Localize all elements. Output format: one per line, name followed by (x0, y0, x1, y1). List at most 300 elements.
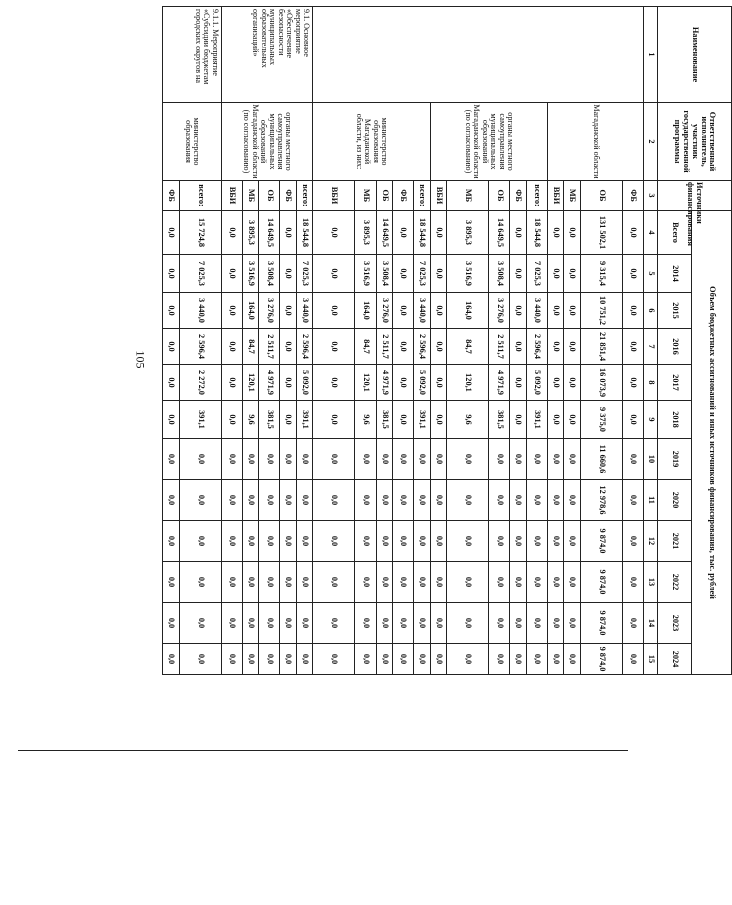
cell-value: 0,0 (414, 439, 430, 480)
cell-value: 0,0 (242, 480, 258, 521)
cell-value: 0,0 (393, 255, 414, 293)
cell-value: 0,0 (163, 603, 180, 644)
cell-value: 0,0 (280, 401, 296, 439)
cell-value: 0,0 (430, 521, 446, 562)
cell-value: 0,0 (414, 603, 430, 644)
cell-value: 0,0 (221, 255, 242, 293)
cell-executor: органы местного самоуправления муниципальных образований Магаданской области (по согласованию) (221, 103, 312, 181)
cell-value: 0,0 (622, 521, 643, 562)
cell-value: 0,0 (221, 480, 242, 521)
cell-value: 9,6 (446, 401, 488, 439)
cell-value: 0,0 (242, 562, 258, 603)
cell-value: 9 874,0 (580, 603, 622, 644)
cell-value: 0,0 (430, 562, 446, 603)
header-volume: Объем бюджетных ассигнований и иных источников финансирования, тыс. рублей (692, 211, 732, 675)
cell-value: 0,0 (489, 480, 510, 521)
cell-value: 0,0 (547, 439, 563, 480)
cell-source: всего: (526, 181, 547, 211)
page-number: 105 (133, 350, 148, 369)
cell-value: 0,0 (313, 480, 355, 521)
cell-value: 0,0 (489, 439, 510, 480)
cell-value: 0,0 (510, 211, 526, 255)
cell-value: 0,0 (547, 603, 563, 644)
cell-executor: министерство образования (163, 103, 222, 181)
cell-value: 0,0 (564, 603, 580, 644)
cell-value: 3 895,3 (446, 211, 488, 255)
cell-value: 9 315,4 (580, 255, 622, 293)
cell-value: 0,0 (446, 521, 488, 562)
cell-value: 0,0 (280, 365, 296, 401)
header-total: Всего (658, 211, 692, 255)
cell-value: 0,0 (280, 255, 296, 293)
cell-value: 0,0 (296, 562, 312, 603)
header-name: Наименование (658, 7, 732, 103)
cell-value: 0,0 (376, 644, 392, 675)
cell-source: ВБИ (221, 181, 242, 211)
cell-value: 0,0 (280, 603, 296, 644)
cell-value: 0,0 (393, 439, 414, 480)
cell-value: 3 895,3 (242, 211, 258, 255)
cell-value: 120,1 (446, 365, 488, 401)
cell-value: 0,0 (313, 439, 355, 480)
cell-source: всего: (296, 181, 312, 211)
cell-value: 0,0 (510, 562, 526, 603)
cell-source: ФБ (622, 181, 643, 211)
cell-value: 0,0 (313, 562, 355, 603)
cell-value: 84,7 (355, 329, 376, 365)
cell-value: 0,0 (376, 562, 392, 603)
cell-value: 164,0 (242, 293, 258, 329)
cell-value: 0,0 (622, 480, 643, 521)
cell-value: 0,0 (313, 644, 355, 675)
cell-value: 0,0 (510, 401, 526, 439)
cell-value: 7 025,3 (179, 255, 221, 293)
cell-value: 0,0 (564, 644, 580, 675)
cell-value: 0,0 (163, 562, 180, 603)
cell-value: 0,0 (355, 480, 376, 521)
cell-name: 9.1. Основное мероприятие «Обеспечение безопасности муниципальных образовательных организаций» (221, 7, 312, 103)
cell-source: ВБИ (547, 181, 563, 211)
cell-value: 0,0 (510, 365, 526, 401)
cell-value: 0,0 (221, 401, 242, 439)
cell-value: 0,0 (430, 365, 446, 401)
cell-value: 3 516,9 (242, 255, 258, 293)
cell-value: 0,0 (163, 644, 180, 675)
col-number: 10 (644, 439, 658, 480)
cell-value: 0,0 (376, 480, 392, 521)
cell-value: 0,0 (393, 329, 414, 365)
cell-source: МБ (355, 181, 376, 211)
cell-value: 0,0 (430, 603, 446, 644)
cell-value: 0,0 (280, 211, 296, 255)
cell-value: 0,0 (564, 365, 580, 401)
cell-value: 14 649,5 (489, 211, 510, 255)
col-number: 12 (644, 521, 658, 562)
cell-value: 9,6 (355, 401, 376, 439)
header-year: 2021 (658, 521, 692, 562)
cell-value: 0,0 (430, 644, 446, 675)
cell-value: 0,0 (393, 562, 414, 603)
cell-value: 0,0 (430, 480, 446, 521)
cell-executor: органы местного самоуправления муниципальных образований Магаданской области (по согласованию) (430, 103, 547, 181)
cell-value: 3 440,0 (414, 293, 430, 329)
cell-value: 0,0 (547, 401, 563, 439)
cell-value: 0,0 (313, 603, 355, 644)
cell-value: 0,0 (355, 644, 376, 675)
header-source: Источники финансирования (658, 181, 732, 211)
cell-value: 0,0 (510, 480, 526, 521)
cell-value: 0,0 (547, 365, 563, 401)
cell-value: 0,0 (163, 365, 180, 401)
cell-value: 0,0 (622, 439, 643, 480)
cell-value: 0,0 (393, 603, 414, 644)
cell-value: 0,0 (526, 603, 547, 644)
cell-value: 0,0 (280, 480, 296, 521)
cell-value: 0,0 (393, 401, 414, 439)
col-number: 13 (644, 562, 658, 603)
cell-value: 0,0 (489, 603, 510, 644)
header-year: 2015 (658, 293, 692, 329)
cell-value: 0,0 (355, 562, 376, 603)
cell-value: 0,0 (622, 293, 643, 329)
cell-executor: министерство образования Магаданской области, из них: (313, 103, 430, 181)
cell-value: 0,0 (355, 521, 376, 562)
cell-value: 0,0 (259, 521, 280, 562)
cell-value: 0,0 (313, 255, 355, 293)
cell-source: ФБ (510, 181, 526, 211)
cell-value: 0,0 (163, 255, 180, 293)
cell-value: 0,0 (547, 329, 563, 365)
cell-value: 0,0 (446, 480, 488, 521)
cell-value: 0,0 (510, 329, 526, 365)
cell-value: 391,1 (296, 401, 312, 439)
cell-value: 9 375,0 (580, 401, 622, 439)
cell-value: 0,0 (163, 521, 180, 562)
cell-value: 0,0 (622, 401, 643, 439)
budget-table (162, 6, 732, 675)
cell-value: 0,0 (280, 644, 296, 675)
cell-value: 0,0 (163, 401, 180, 439)
cell-value: 0,0 (313, 211, 355, 255)
cell-name (313, 7, 644, 103)
cell-value: 0,0 (179, 521, 221, 562)
cell-source: МБ (242, 181, 258, 211)
col-number: 1 (644, 7, 658, 103)
cell-value: 0,0 (430, 211, 446, 255)
cell-value: 0,0 (430, 439, 446, 480)
cell-value: 0,0 (296, 439, 312, 480)
cell-value: 0,0 (221, 439, 242, 480)
cell-value: 5 092,0 (526, 365, 547, 401)
cell-value: 0,0 (547, 644, 563, 675)
cell-value: 0,0 (393, 644, 414, 675)
cell-value: 0,0 (564, 211, 580, 255)
cell-source: ФБ (393, 181, 414, 211)
cell-value: 131 502,1 (580, 211, 622, 255)
cell-value: 0,0 (280, 562, 296, 603)
cell-value: 0,0 (163, 480, 180, 521)
cell-value: 0,0 (393, 480, 414, 521)
cell-value: 0,0 (280, 521, 296, 562)
cell-value: 0,0 (622, 644, 643, 675)
cell-executor: Магаданской области (547, 103, 643, 181)
cell-value: 3 516,9 (446, 255, 488, 293)
cell-value: 84,7 (446, 329, 488, 365)
cell-value: 0,0 (547, 521, 563, 562)
cell-value: 0,0 (446, 439, 488, 480)
cell-value: 3 440,0 (526, 293, 547, 329)
table-row (526, 7, 547, 675)
cell-value: 0,0 (564, 255, 580, 293)
cell-source: ФБ (163, 181, 180, 211)
col-number: 7 (644, 329, 658, 365)
cell-value: 0,0 (259, 562, 280, 603)
cell-value: 0,0 (446, 644, 488, 675)
cell-value: 0,0 (163, 329, 180, 365)
cell-value: 0,0 (547, 562, 563, 603)
cell-value: 0,0 (259, 439, 280, 480)
cell-name: 9.1.1. Мероприятие «Субсидии бюджетам городских округов на (163, 7, 222, 103)
cell-value: 11 660,6 (580, 439, 622, 480)
cell-source: ОБ (489, 181, 510, 211)
cell-value: 0,0 (526, 480, 547, 521)
cell-value: 0,0 (393, 365, 414, 401)
cell-value: 0,0 (622, 562, 643, 603)
col-number: 4 (644, 211, 658, 255)
header-year: 2018 (658, 401, 692, 439)
cell-value: 14 649,5 (259, 211, 280, 255)
cell-value: 0,0 (489, 521, 510, 562)
cell-value: 391,1 (526, 401, 547, 439)
cell-value: 0,0 (489, 562, 510, 603)
cell-value: 0,0 (526, 521, 547, 562)
cell-value: 0,0 (221, 521, 242, 562)
cell-value: 0,0 (280, 329, 296, 365)
budget-table-sheet (162, 6, 732, 674)
cell-value: 18 544,8 (414, 211, 430, 255)
cell-value: 0,0 (296, 603, 312, 644)
cell-value: 391,1 (414, 401, 430, 439)
table-row (414, 7, 430, 675)
cell-value: 164,0 (446, 293, 488, 329)
cell-value: 2 596,4 (414, 329, 430, 365)
cell-value: 0,0 (259, 480, 280, 521)
cell-value: 9 874,0 (580, 644, 622, 675)
cell-value: 0,0 (376, 603, 392, 644)
cell-value: 9 874,0 (580, 562, 622, 603)
cell-value: 0,0 (280, 439, 296, 480)
cell-value: 0,0 (564, 521, 580, 562)
cell-value: 0,0 (376, 521, 392, 562)
cell-value: 0,0 (564, 293, 580, 329)
cell-value: 0,0 (259, 603, 280, 644)
cell-value: 0,0 (446, 603, 488, 644)
cell-value: 0,0 (221, 293, 242, 329)
header-year: 2024 (658, 644, 692, 675)
col-number: 15 (644, 644, 658, 675)
cell-value: 0,0 (430, 401, 446, 439)
cell-value: 15 724,8 (179, 211, 221, 255)
cell-value: 14 649,5 (376, 211, 392, 255)
cell-value: 0,0 (414, 562, 430, 603)
cell-value: 0,0 (313, 329, 355, 365)
cell-value: 4 971,9 (259, 365, 280, 401)
header-year: 2016 (658, 329, 692, 365)
cell-value: 0,0 (414, 644, 430, 675)
cell-value: 120,1 (242, 365, 258, 401)
cell-value: 0,0 (526, 439, 547, 480)
cell-value: 0,0 (221, 603, 242, 644)
col-number: 5 (644, 255, 658, 293)
cell-value: 3 508,4 (489, 255, 510, 293)
cell-value: 0,0 (510, 255, 526, 293)
cell-value: 0,0 (564, 329, 580, 365)
cell-value: 381,5 (489, 401, 510, 439)
cell-value: 2 272,0 (179, 365, 221, 401)
cell-value: 10 751,2 (580, 293, 622, 329)
cell-value: 9,6 (242, 401, 258, 439)
cell-value: 3 276,0 (376, 293, 392, 329)
cell-value: 0,0 (622, 255, 643, 293)
cell-value: 0,0 (296, 480, 312, 521)
cell-value: 0,0 (163, 439, 180, 480)
col-number: 11 (644, 480, 658, 521)
cell-value: 2 596,4 (179, 329, 221, 365)
cell-value: 0,0 (296, 521, 312, 562)
cell-value: 164,0 (355, 293, 376, 329)
cell-value: 0,0 (242, 603, 258, 644)
cell-value: 0,0 (510, 293, 526, 329)
cell-value: 0,0 (163, 211, 180, 255)
cell-value: 0,0 (221, 329, 242, 365)
table-row (179, 7, 221, 675)
cell-value: 7 025,3 (296, 255, 312, 293)
cell-value: 2 596,4 (526, 329, 547, 365)
cell-value: 3 440,0 (296, 293, 312, 329)
cell-value: 2 511,7 (376, 329, 392, 365)
cell-value: 381,5 (259, 401, 280, 439)
header-year: 2022 (658, 562, 692, 603)
cell-value: 0,0 (622, 603, 643, 644)
cell-value: 21 851,4 (580, 329, 622, 365)
cell-value: 0,0 (242, 644, 258, 675)
cell-value: 18 544,8 (296, 211, 312, 255)
cell-value: 16 073,9 (580, 365, 622, 401)
cell-value: 0,0 (547, 211, 563, 255)
cell-value: 0,0 (179, 480, 221, 521)
cell-value: 0,0 (259, 644, 280, 675)
cell-value: 0,0 (446, 562, 488, 603)
cell-value: 0,0 (313, 521, 355, 562)
cell-source: всего: (414, 181, 430, 211)
header-year: 2023 (658, 603, 692, 644)
cell-source: ОБ (259, 181, 280, 211)
cell-source: ВБИ (430, 181, 446, 211)
header-year: 2014 (658, 255, 692, 293)
cell-value: 0,0 (313, 401, 355, 439)
cell-value: 12 978,6 (580, 480, 622, 521)
cell-value: 0,0 (376, 439, 392, 480)
cell-value: 0,0 (179, 644, 221, 675)
cell-value: 0,0 (510, 521, 526, 562)
col-number: 6 (644, 293, 658, 329)
cell-value: 0,0 (179, 603, 221, 644)
cell-value: 0,0 (414, 521, 430, 562)
cell-value: 381,5 (376, 401, 392, 439)
cell-value: 0,0 (547, 255, 563, 293)
cell-value: 3 440,0 (179, 293, 221, 329)
cell-value: 7 025,3 (414, 255, 430, 293)
cell-value: 0,0 (489, 644, 510, 675)
cell-value: 0,0 (355, 603, 376, 644)
cell-value: 0,0 (547, 480, 563, 521)
cell-value: 2 511,7 (259, 329, 280, 365)
col-number: 3 (644, 181, 658, 211)
cell-value: 0,0 (313, 293, 355, 329)
cell-value: 0,0 (414, 480, 430, 521)
cell-value: 120,1 (355, 365, 376, 401)
cell-value: 0,0 (221, 562, 242, 603)
cell-source: ВБИ (313, 181, 355, 211)
cell-value: 0,0 (510, 603, 526, 644)
cell-value: 0,0 (221, 644, 242, 675)
cell-source: ФБ (280, 181, 296, 211)
cell-value: 0,0 (547, 293, 563, 329)
header-year: 2020 (658, 480, 692, 521)
cell-value: 0,0 (564, 562, 580, 603)
header-executor: Ответственный исполнитель, участник государственной программы (658, 103, 732, 181)
cell-value: 0,0 (622, 211, 643, 255)
cell-value: 5 092,0 (414, 365, 430, 401)
cell-value: 0,0 (430, 329, 446, 365)
cell-value: 0,0 (163, 293, 180, 329)
cell-value: 0,0 (221, 211, 242, 255)
cell-value: 3 276,0 (489, 293, 510, 329)
cell-source: МБ (446, 181, 488, 211)
bottom-rule (18, 750, 628, 751)
cell-source: всего: (179, 181, 221, 211)
cell-value: 0,0 (430, 255, 446, 293)
cell-value: 5 092,0 (296, 365, 312, 401)
cell-value: 4 971,9 (376, 365, 392, 401)
table-row (296, 7, 312, 675)
cell-value: 0,0 (393, 293, 414, 329)
cell-value: 0,0 (510, 644, 526, 675)
cell-value: 2 596,4 (296, 329, 312, 365)
cell-value: 0,0 (355, 439, 376, 480)
cell-value: 18 544,8 (526, 211, 547, 255)
table-row (622, 7, 643, 675)
cell-value: 3 508,4 (376, 255, 392, 293)
cell-value: 0,0 (622, 329, 643, 365)
cell-value: 3 516,9 (355, 255, 376, 293)
cell-value: 0,0 (526, 644, 547, 675)
cell-value: 0,0 (179, 562, 221, 603)
cell-value: 3 895,3 (355, 211, 376, 255)
cell-value: 2 511,7 (489, 329, 510, 365)
cell-value: 0,0 (622, 365, 643, 401)
cell-value: 0,0 (280, 293, 296, 329)
cell-source: ОБ (376, 181, 392, 211)
cell-value: 0,0 (242, 439, 258, 480)
cell-value: 0,0 (179, 439, 221, 480)
cell-source: МБ (564, 181, 580, 211)
cell-value: 3 508,4 (259, 255, 280, 293)
cell-value: 0,0 (430, 293, 446, 329)
cell-value: 0,0 (296, 644, 312, 675)
cell-value: 7 025,3 (526, 255, 547, 293)
cell-value: 0,0 (564, 401, 580, 439)
